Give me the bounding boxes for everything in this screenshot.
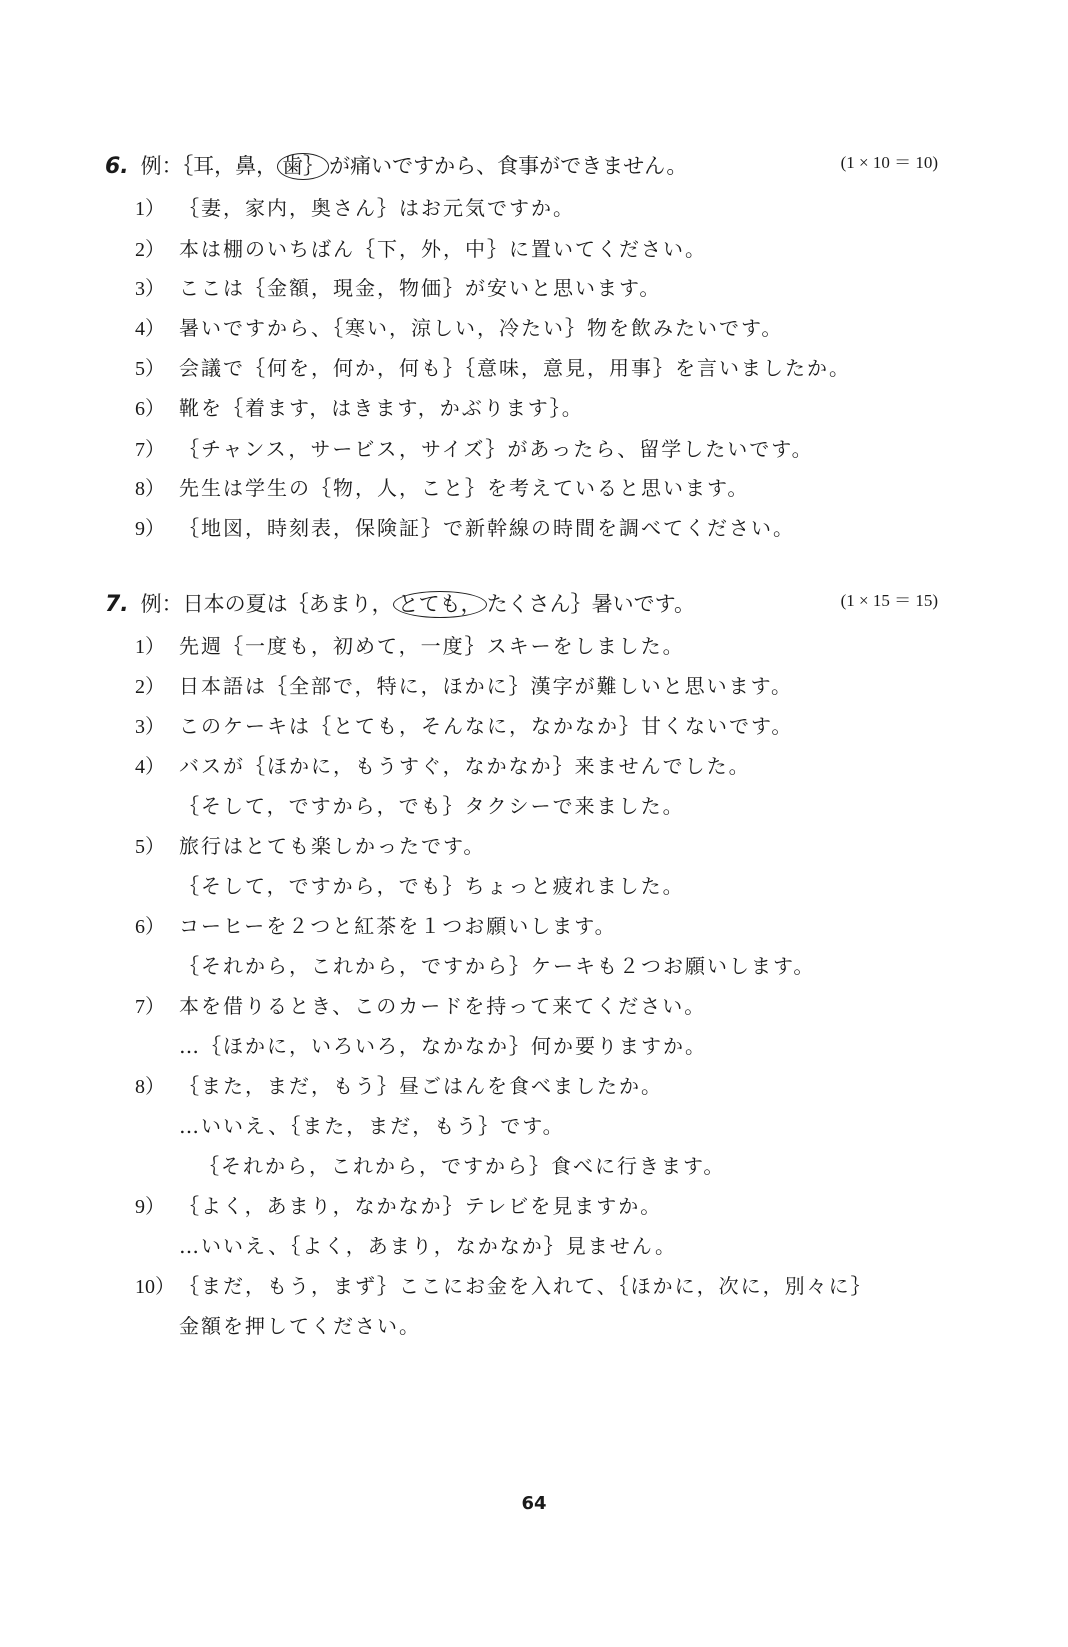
- item-number: 5）: [135, 836, 165, 858]
- s6-item-8: [135, 472, 749, 501]
- item-number: 6）: [135, 398, 165, 420]
- s7-item-9-reply: [135, 1230, 677, 1259]
- item-text: 先週｛一度も，初めて，一度｝スキーをしました。: [179, 634, 685, 658]
- item-text: 先生は学生の｛物，人，こと｝を考えていると思います。: [179, 476, 750, 500]
- s7-item-3: [135, 710, 793, 739]
- section-7-score: (1 × 15 ＝ 15): [840, 591, 938, 610]
- item-number: 7）: [135, 439, 165, 461]
- item-text: …｛ほかに，いろいろ，なかなか｝何か要りますか。: [179, 1034, 707, 1058]
- item-text: 会議で｛何を，何か，何も｝｛意味，意見，用事｝を言いましたか。: [179, 356, 851, 380]
- s7-item-4-cont: [135, 790, 685, 819]
- item-text: ｛それから，これから，ですから｝食べに行きます。: [199, 1154, 726, 1178]
- item-number: 2）: [135, 239, 165, 261]
- item-text: ｛よく，あまり，なかなか｝テレビを見ますか。: [179, 1194, 663, 1218]
- item-text: このケーキは｛とても，そんなに，なかなか｝甘くないです。: [179, 714, 794, 738]
- item-number: 3）: [135, 716, 165, 738]
- section-7-example: [105, 588, 695, 618]
- item-text: ｛まだ，もう，まず｝ここにお金を入れて、｛ほかに，次に，別々に｝: [179, 1274, 873, 1298]
- item-text: …いいえ、｛また，まだ，もう｝です。: [179, 1114, 565, 1138]
- item-text: ｛そして，ですから，でも｝ちょっと疲れました。: [179, 874, 685, 898]
- item-text: 靴を｛着ます，はきます，かぶります｝。: [179, 396, 584, 420]
- item-text: ｛チャンス，サービス，サイズ｝があったら、留学したいです。: [179, 437, 814, 461]
- item-text: コーヒーを２つと紅茶を１つお願いします。: [179, 914, 617, 938]
- page-number: 64: [521, 1493, 547, 1514]
- section-6-score: (1 × 10 ＝ 10): [840, 153, 938, 172]
- item-number: 5）: [135, 358, 165, 380]
- s7-item-10-cont: [135, 1310, 421, 1339]
- s6-item-9: [135, 512, 795, 541]
- s6-item-6: [135, 392, 584, 421]
- s7-item-2: [135, 670, 793, 699]
- item-number: 3）: [135, 278, 165, 300]
- item-text: ｛また，まだ，もう｝昼ごはんを食べましたか。: [179, 1074, 663, 1098]
- item-number: 1）: [135, 198, 165, 220]
- item-number: 2）: [135, 676, 165, 698]
- s7-item-9: [135, 1190, 662, 1219]
- item-text: 旅行はとても楽しかったです。: [179, 834, 486, 858]
- s7-item-7-reply: [135, 1030, 707, 1059]
- section-7-example-post: たくさん｝暑いです。: [486, 592, 695, 616]
- item-number: 4）: [135, 318, 165, 340]
- item-text: ｛妻，家内，奥さん｝はお元気ですか。: [179, 196, 575, 220]
- s7-item-8-cont: [155, 1150, 725, 1179]
- section-6-example-post: が痛いですから、食事ができません。: [329, 154, 688, 178]
- item-number: 9）: [135, 1196, 165, 1218]
- s7-item-10: [135, 1270, 873, 1299]
- s7-item-6-cont: [135, 950, 815, 979]
- item-text: ｛それから，これから，ですから｝ケーキも２つお願いします。: [179, 954, 816, 978]
- item-text: …いいえ、｛よく，あまり，なかなか｝見ません。: [179, 1234, 677, 1258]
- s6-item-3: [135, 272, 661, 301]
- s6-item-2: [135, 233, 707, 262]
- section-6-circled-answer: 歯｝: [277, 153, 329, 180]
- s6-item-7: [135, 433, 814, 462]
- item-number: 7）: [135, 996, 165, 1018]
- item-number: 6）: [135, 916, 165, 938]
- s7-item-7: [135, 990, 706, 1019]
- s6-item-4: [135, 312, 783, 341]
- item-number: 4）: [135, 756, 165, 778]
- item-text: ｛そして，ですから，でも｝タクシーで来ました。: [179, 794, 685, 818]
- item-text: 本を借りるとき、このカードを持って来てください。: [179, 994, 707, 1018]
- s7-item-1: [135, 630, 685, 659]
- s6-item-1: [135, 192, 575, 221]
- s7-item-5: [135, 830, 485, 859]
- section-6-number: 6.: [105, 154, 129, 179]
- item-number: 1）: [135, 636, 165, 658]
- s7-item-6: [135, 910, 617, 939]
- s7-item-8: [135, 1070, 663, 1099]
- s7-item-4: [135, 750, 751, 779]
- section-6-example: [105, 150, 687, 180]
- s7-item-8-reply: [135, 1110, 565, 1139]
- section-7-circled-answer: とても，: [393, 591, 487, 618]
- item-text: 本は棚のいちばん｛下，外，中｝に置いてください。: [179, 237, 707, 261]
- item-number: 8）: [135, 478, 165, 500]
- s7-item-5-cont: [135, 870, 685, 899]
- item-text: バスが｛ほかに，もうすぐ，なかなか｝来ませんでした。: [179, 754, 751, 778]
- item-text: 金額を押してください。: [179, 1314, 421, 1338]
- s6-item-5: [135, 352, 851, 381]
- item-text: ｛地図，時刻表，保険証｝で新幹線の時間を調べてください。: [179, 516, 795, 540]
- section-7-example-pre: 例：日本の夏は｛あまり，: [140, 592, 393, 616]
- item-text: 暑いですから、｛寒い，涼しい，冷たい｝物を飲みたいです。: [179, 316, 784, 340]
- item-text: ここは｛金額，現金，物価｝が安いと思います。: [179, 276, 662, 300]
- item-number: 8）: [135, 1076, 165, 1098]
- item-text: 日本語は｛全部で，特に，ほかに｝漢字が難しいと思います。: [179, 674, 793, 698]
- item-number: 9）: [135, 518, 165, 540]
- item-number: 10）: [135, 1276, 175, 1298]
- section-7-number: 7.: [105, 592, 129, 617]
- section-6-example-pre: 例：｛耳，鼻，: [140, 154, 278, 178]
